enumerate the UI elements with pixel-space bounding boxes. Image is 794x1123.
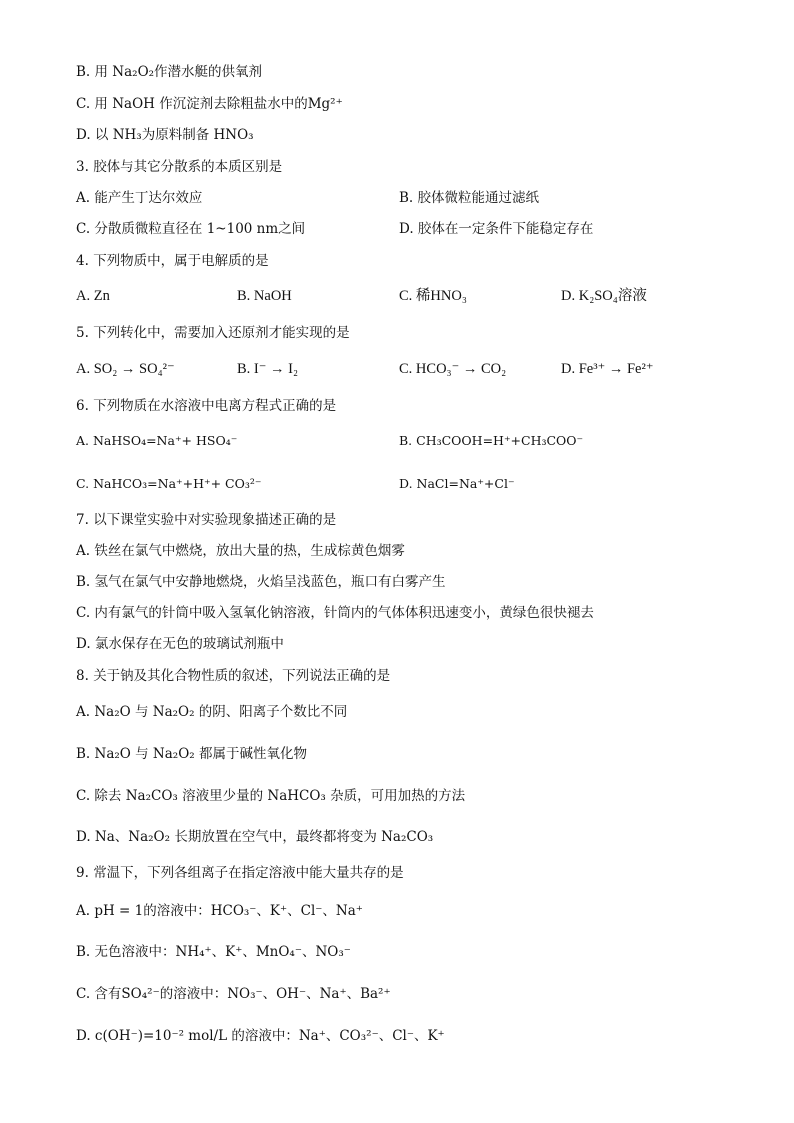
option: C. 除去 Na₂CO₃ 溶液里少量的 NaHCO₃ 杂质，可用加热的方法 <box>76 788 466 804</box>
option: B. I⁻ → I₂ <box>237 361 299 377</box>
option: D. Fe³⁺ → Fe²⁺ <box>561 361 654 377</box>
option: B. CH₃COOH=H⁺+CH₃COO⁻ <box>399 433 584 448</box>
option: A. 能产生丁达尔效应 <box>76 190 203 206</box>
option: D. 氯水保存在无色的玻璃试剂瓶中 <box>76 636 284 652</box>
option: A. SO₂ → SO₄²⁻ <box>76 361 175 377</box>
question-stem: 3. 胶体与其它分散系的本质区别是 <box>76 159 283 175</box>
option: C. 内有氯气的针筒中吸入氢氧化钠溶液，针筒内的气体体积迅速变小，黄绿色很快褪去 <box>76 605 594 621</box>
option: C. HCO₃⁻ → CO₂ <box>399 361 507 377</box>
option: B. 胶体微粒能通过滤纸 <box>399 190 540 206</box>
option: D. 胶体在一定条件下能稳定存在 <box>399 221 594 237</box>
question-stem: 8. 关于钠及其化合物性质的叙述，下列说法正确的是 <box>76 668 391 684</box>
option: B. 氢气在氯气中安静地燃烧，火焰呈浅蓝色，瓶口有白雾产生 <box>76 574 446 590</box>
option: A. pH = 1的溶液中：HCO₃⁻、K⁺、Cl⁻、Na⁺ <box>76 903 363 919</box>
option-line: D. 以 NH₃为原料制备 HNO₃ <box>76 127 254 143</box>
question-stem: 9. 常温下，下列各组离子在指定溶液中能大量共存的是 <box>76 865 404 881</box>
option: A. NaHSO₄=Na⁺+ HSO₄⁻ <box>76 433 238 448</box>
option: B. NaOH <box>237 288 292 304</box>
option-line: B. 用 Na₂O₂作潜水艇的供氧剂 <box>76 64 263 80</box>
option: A. Zn <box>76 288 110 304</box>
question-stem: 5. 下列转化中，需要加入还原剂才能实现的是 <box>76 325 350 341</box>
option: C. 分散质微粒直径在 1~100 nm之间 <box>76 221 306 237</box>
question-stem: 6. 下列物质在水溶液中电离方程式正确的是 <box>76 398 337 414</box>
option: D. Na、Na₂O₂ 长期放置在空气中，最终都将变为 Na₂CO₃ <box>76 829 434 845</box>
option: C. 稀HNO₃ <box>399 288 467 304</box>
option: A. 铁丝在氯气中燃烧，放出大量的热，生成棕黄色烟雾 <box>76 543 405 559</box>
option: D. c(OH⁻)=10⁻² mol/L 的溶液中：Na⁺、CO₃²⁻、Cl⁻、K⁺ <box>76 1028 445 1044</box>
option: D. K₂SO₄溶液 <box>561 288 647 304</box>
question-stem: 4. 下列物质中，属于电解质的是 <box>76 253 269 269</box>
question-stem: 7. 以下课堂实验中对实验现象描述正确的是 <box>76 512 337 528</box>
option: B. Na₂O 与 Na₂O₂ 都属于碱性氧化物 <box>76 746 307 762</box>
option: D. NaCl=Na⁺+Cl⁻ <box>399 476 515 491</box>
option-line: C. 用 NaOH 作沉淀剂去除粗盐水中的Mg²⁺ <box>76 96 343 112</box>
option: A. Na₂O 与 Na₂O₂ 的阴、阳离子个数比不同 <box>76 704 348 720</box>
option: C. 含有SO₄²⁻的溶液中：NO₃⁻、OH⁻、Na⁺、Ba²⁺ <box>76 986 391 1002</box>
option: B. 无色溶液中：NH₄⁺、K⁺、MnO₄⁻、NO₃⁻ <box>76 944 351 960</box>
option: C. NaHCO₃=Na⁺+H⁺+ CO₃²⁻ <box>76 476 262 491</box>
